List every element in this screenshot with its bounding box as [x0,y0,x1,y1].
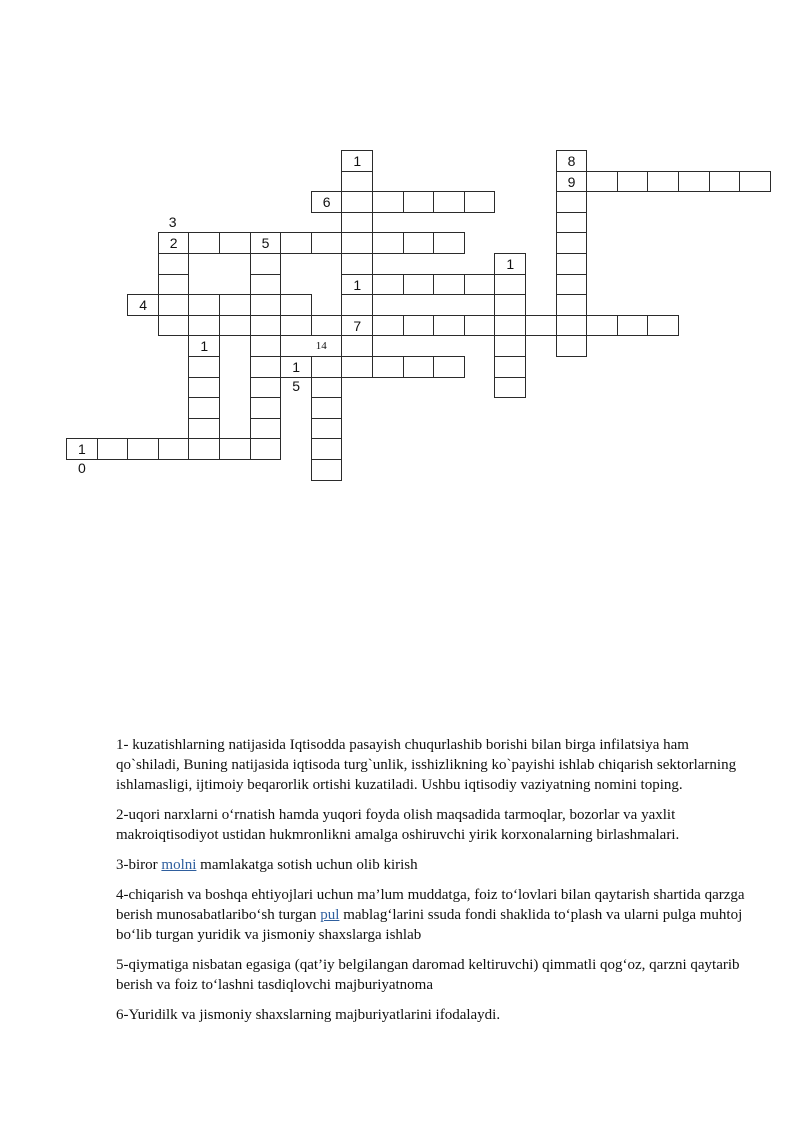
crossword-cell[interactable] [158,232,190,254]
crossword-cell[interactable] [341,150,373,172]
clue-2: 2-uqori narxlarni o‘rnatish hamda yuqori foyda olish maqsadida tarmoqlar, bozorlar va yaxlit makroiqtisodiyot ustidan hukmronlikni amalga oshiruvchi yirik korxonalarning birlashmalari. [116,807,680,843]
crossword-cell[interactable] [188,232,220,254]
clue-1: 1- kuzatishlarning natijasida Iqtisodda pasayish chuqurlashib borishi bilan birga infilatsiya ham qo`shiladi, Buning natijasida iqtisoda turg`unlik, isshizlikning ko`payishi ishlab chiqarish sektorlarning ishlamasligi, ijtimoiy beqarorlik ortishi kuzatiladi. Ushbu iqtisodiy vaziyatning nomini toping. [116,737,737,793]
crossword-cell[interactable] [341,274,373,296]
clue-number: 1 [200,338,209,355]
crossword-cell[interactable] [403,274,435,296]
crossword-cell[interactable] [250,274,282,296]
crossword-cell[interactable] [341,335,373,357]
crossword-cell[interactable] [494,294,526,316]
crossword-cell[interactable] [433,315,465,337]
crossword-cell[interactable] [372,232,404,254]
clue-4-link[interactable]: pul [320,907,340,923]
clue-3 [116,855,756,875]
crossword-cell[interactable] [341,212,373,234]
clue-4 [116,885,756,945]
crossword-cell[interactable] [341,356,373,378]
crossword-cell[interactable] [250,397,282,419]
crossword-cell[interactable] [372,274,404,296]
crossword-cell[interactable] [525,315,557,337]
crossword-cell[interactable] [158,438,190,460]
crossword-cell[interactable] [97,438,129,460]
crossword-cell[interactable] [188,294,220,316]
crossword-cell[interactable] [280,294,312,316]
crossword-cell[interactable] [341,315,373,337]
clue-4-text-a: 4-chiqarish va boshqa ehtiyojlari uchun ma’lum muddatga, foiz to‘lovlari bilan qaytarish shartida qarzga berish munosabatlaribo‘sh turgan [116,887,745,923]
crossword-cell[interactable] [250,232,282,254]
crossword-cell[interactable] [280,356,312,394]
crossword-cell[interactable] [341,294,373,316]
clue-number: 9 [567,173,576,190]
crossword-cell[interactable] [188,335,220,357]
crossword-cell[interactable] [586,171,618,193]
crossword-cell[interactable] [280,315,312,337]
clue-number: 6 [322,194,331,211]
crossword-cell[interactable] [250,294,282,316]
clue-3-text-a: 3-biror [116,857,162,873]
crossword-cell[interactable] [556,315,588,337]
crossword-cell[interactable] [556,294,588,316]
crossword-cell[interactable] [311,191,343,213]
crossword-cell[interactable] [127,438,159,460]
crossword-cell[interactable] [250,315,282,337]
crossword-cell[interactable] [739,171,771,193]
clue-5: 5-qiymatiga nisbatan egasiga (qat’iy belgilangan daromad keltiruvchi) qimmatli qog‘oz, qarzni qaytarib berish va foiz to‘lashni tasdiqlovchi majburiyatnoma [116,957,740,993]
crossword-cell[interactable] [372,315,404,337]
crossword-cell[interactable] [556,191,588,213]
crossword-cell[interactable] [127,294,159,316]
crossword-cell[interactable] [280,232,312,254]
crossword-cell[interactable] [433,356,465,378]
crossword-cell[interactable] [464,315,496,337]
crossword-cell[interactable] [311,418,343,440]
clue-number: 2 [169,235,178,252]
crossword-cell[interactable] [433,191,465,213]
crossword-cell[interactable] [617,171,649,193]
crossword-cell[interactable] [250,335,282,357]
crossword-cell[interactable] [647,315,679,337]
crossword-cell[interactable] [250,356,282,378]
crossword-cell[interactable] [494,335,526,357]
crossword-cell[interactable] [219,232,251,254]
crossword-cell[interactable] [250,377,282,399]
crossword-cell[interactable] [617,315,649,337]
crossword-cell[interactable] [311,438,343,460]
crossword-cell[interactable] [250,418,282,440]
crossword-cell[interactable] [158,315,190,337]
crossword-cell[interactable] [403,232,435,254]
crossword-cell[interactable] [341,232,373,254]
crossword-cell[interactable] [647,171,679,193]
crossword-cell[interactable] [494,356,526,378]
crossword-cell[interactable] [66,438,98,477]
clue-number: 1 [353,153,362,169]
clue-number: 10 [78,441,86,477]
crossword-cell[interactable] [250,438,282,460]
clue-number: 1 [506,256,515,272]
crossword-cell[interactable] [311,377,343,399]
clue-3-link[interactable]: molni [161,857,197,873]
crossword-cell[interactable] [433,274,465,296]
clue-number: 5 [261,235,270,252]
crossword-cell[interactable] [158,274,190,296]
crossword-cell[interactable] [403,191,435,213]
crossword-cell[interactable] [372,191,404,213]
clue-number: 15 [292,359,300,394]
crossword-cell[interactable] [188,438,220,460]
crossword-cell[interactable] [556,150,588,172]
crossword-cell[interactable] [341,191,373,213]
clues-section [116,735,756,1035]
clue-number: 4 [139,297,147,314]
crossword-cell[interactable] [372,356,404,378]
crossword-cell[interactable] [556,274,588,296]
crossword-cell[interactable] [219,315,251,337]
clue-4-text-b: mablag‘larini ssuda fondi shaklida to‘plash va ularni pulga muhtoj bo‘lib turgan yuridik va jismoniy shaxslarga ishlab [116,907,743,943]
crossword-cell[interactable] [188,356,220,378]
crossword-cell[interactable] [341,253,373,275]
crossword-cell[interactable] [403,315,435,337]
crossword-cell[interactable] [341,171,373,193]
clue-6: 6-Yuridilk va jismoniy shaxslarning majburiyatlarini ifodalaydi. [116,1007,501,1023]
crossword-cell[interactable] [433,232,465,254]
crossword-cell[interactable] [311,315,343,337]
crossword-cell[interactable] [188,315,220,337]
crossword-cell[interactable] [464,191,496,213]
crossword-cell[interactable] [556,335,588,357]
crossword-cell[interactable] [311,459,343,481]
crossword-cell[interactable] [464,274,496,296]
crossword-cell[interactable] [311,356,343,378]
crossword-cell[interactable] [494,315,526,337]
crossword-cell[interactable] [311,397,343,419]
crossword-cell[interactable] [556,212,588,234]
crossword-cell[interactable] [403,356,435,378]
clue-number-label: 3 [168,213,177,230]
clue-number: 8 [567,153,576,169]
clue-number: 7 [353,317,362,334]
crossword-cell[interactable] [494,377,526,399]
clue-3-text-b: mamlakatga sotish uchun olib kirish [196,857,418,873]
crossword-cell[interactable] [709,171,741,193]
crossword-cell[interactable] [219,438,251,460]
clue-number-label: 14 [315,340,327,353]
crossword-cell[interactable] [158,294,190,316]
crossword-cell[interactable] [556,171,588,193]
crossword-cell[interactable] [494,253,526,275]
crossword-cell[interactable] [556,253,588,275]
crossword-cell[interactable] [556,232,588,254]
crossword-cell[interactable] [188,377,220,399]
crossword-cell[interactable] [311,232,343,254]
crossword-cell[interactable] [250,253,282,275]
crossword-cell[interactable] [188,397,220,419]
crossword-cell[interactable] [158,253,190,275]
crossword-cell[interactable] [678,171,710,193]
crossword-cell[interactable] [188,418,220,440]
clue-number: 1 [353,276,362,293]
crossword-cell[interactable] [219,294,251,316]
crossword-cell[interactable] [494,274,526,296]
crossword-cell[interactable] [586,315,618,337]
